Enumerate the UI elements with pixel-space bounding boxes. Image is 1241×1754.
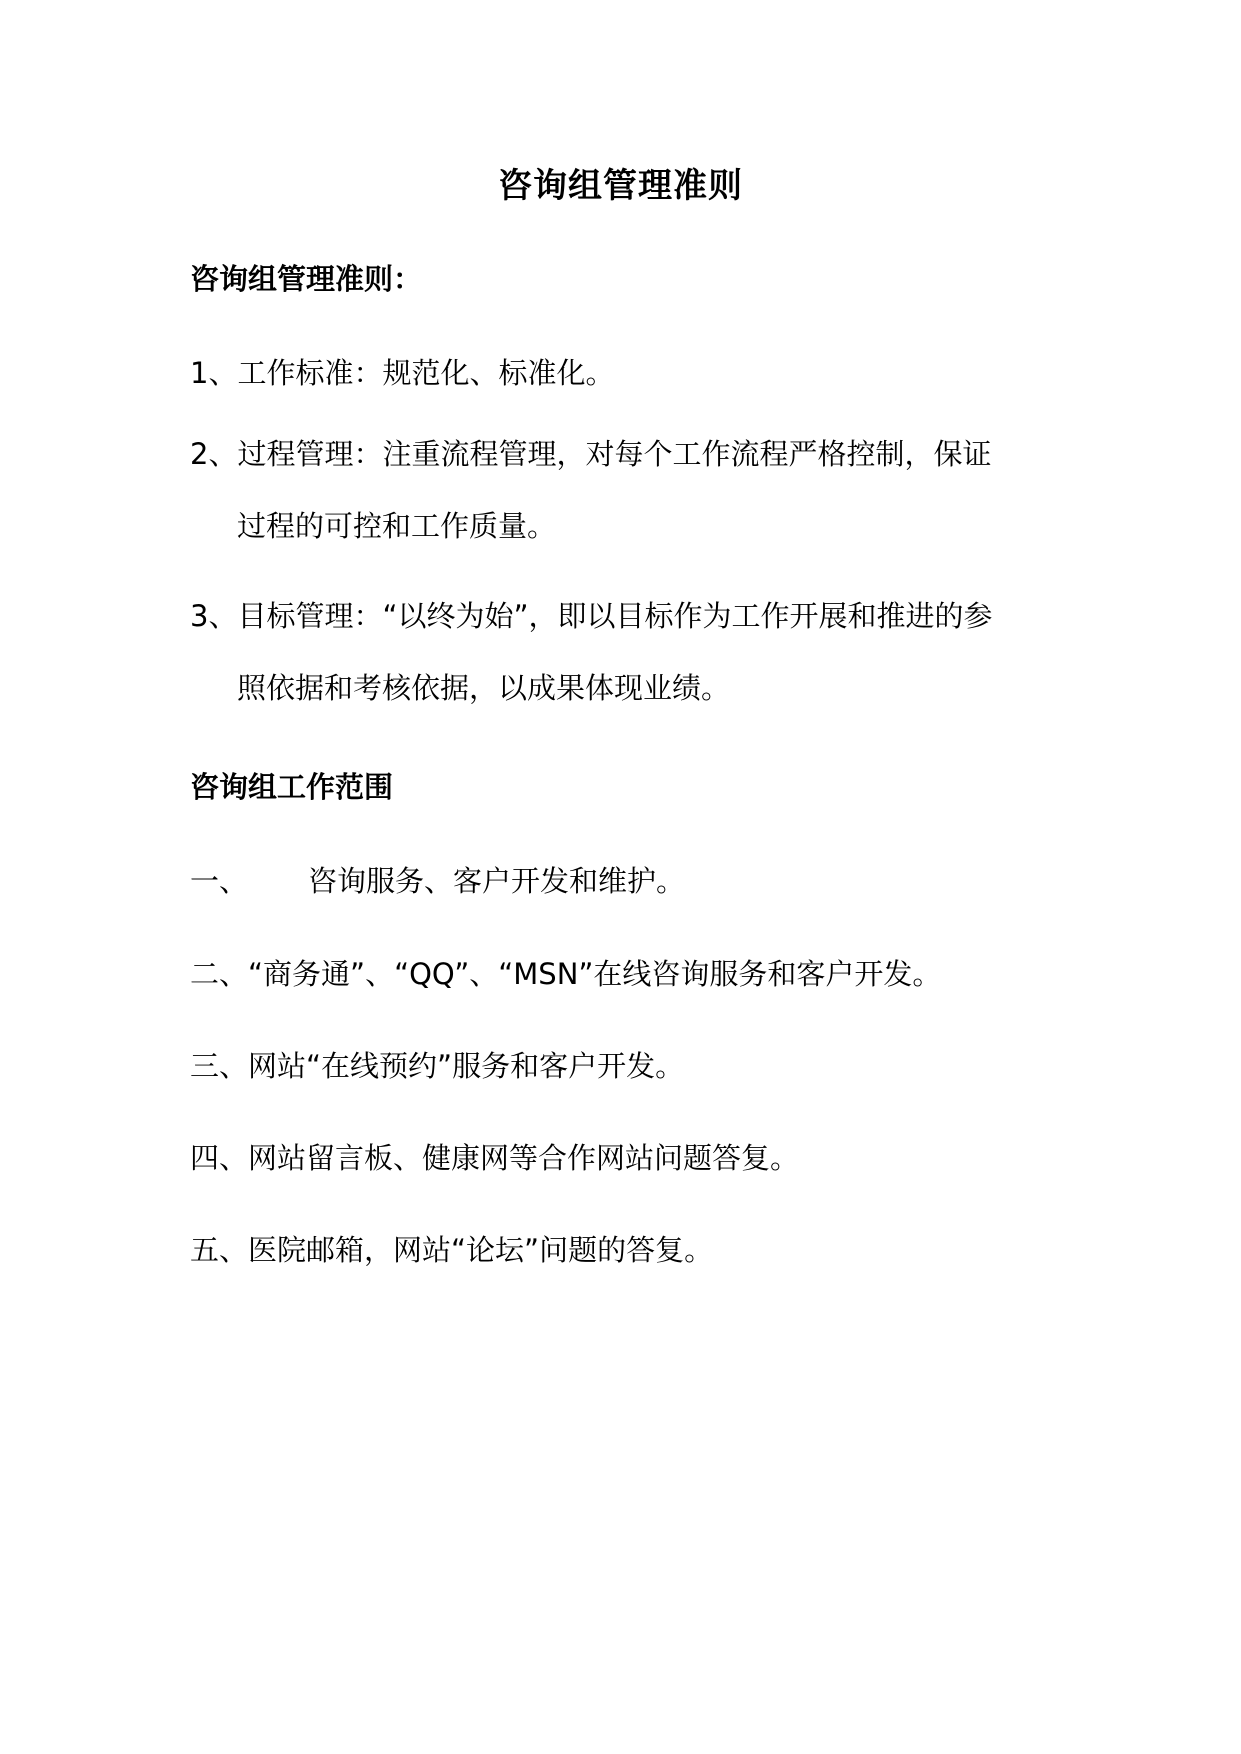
item-text: 网站“在线预约”服务和客户开发。 xyxy=(248,1049,685,1083)
page-title: 咨询组管理准则 xyxy=(498,166,743,206)
list-item xyxy=(190,337,1070,409)
item-number: 1、 xyxy=(190,356,238,390)
item-number: 二、 xyxy=(190,957,249,991)
list-item xyxy=(190,1214,1070,1286)
item-text-continued: 照依据和考核依据，以成果体现业绩。 xyxy=(237,671,731,705)
section-heading-rules: 咨询组管理准则： xyxy=(190,262,423,296)
list-item xyxy=(190,845,1070,917)
item-number: 2、 xyxy=(190,437,238,471)
item-number: 五、 xyxy=(190,1233,249,1267)
section-heading-scope: 咨询组工作范围 xyxy=(190,770,394,804)
list-item xyxy=(190,580,1070,724)
item-text: 过程管理：注重流程管理，对每个工作流程严格控制，保证 xyxy=(237,437,992,471)
item-text: 网站留言板、健康网等合作网站问题答复。 xyxy=(248,1141,800,1175)
item-number: 3、 xyxy=(190,599,238,633)
item-text: “商务通”、“QQ”、“MSN”在线咨询服务和客户开发。 xyxy=(248,957,942,991)
item-number: 四、 xyxy=(190,1141,249,1175)
list-item xyxy=(190,1030,1070,1102)
item-number: 一、 xyxy=(190,864,249,898)
list-item xyxy=(190,1122,1070,1194)
list-item xyxy=(190,938,1070,1010)
list-item xyxy=(190,418,1070,562)
item-text-continued: 过程的可控和工作质量。 xyxy=(237,509,557,543)
item-text: 工作标准：规范化、标准化。 xyxy=(237,356,615,390)
item-text: 医院邮箱，网站“论坛”问题的答复。 xyxy=(248,1233,714,1267)
item-number: 三、 xyxy=(190,1049,249,1083)
item-text: 目标管理：“以终为始”，即以目标作为工作开展和推进的参 xyxy=(237,599,993,633)
item-text: 咨询服务、客户开发和维护。 xyxy=(308,864,686,898)
